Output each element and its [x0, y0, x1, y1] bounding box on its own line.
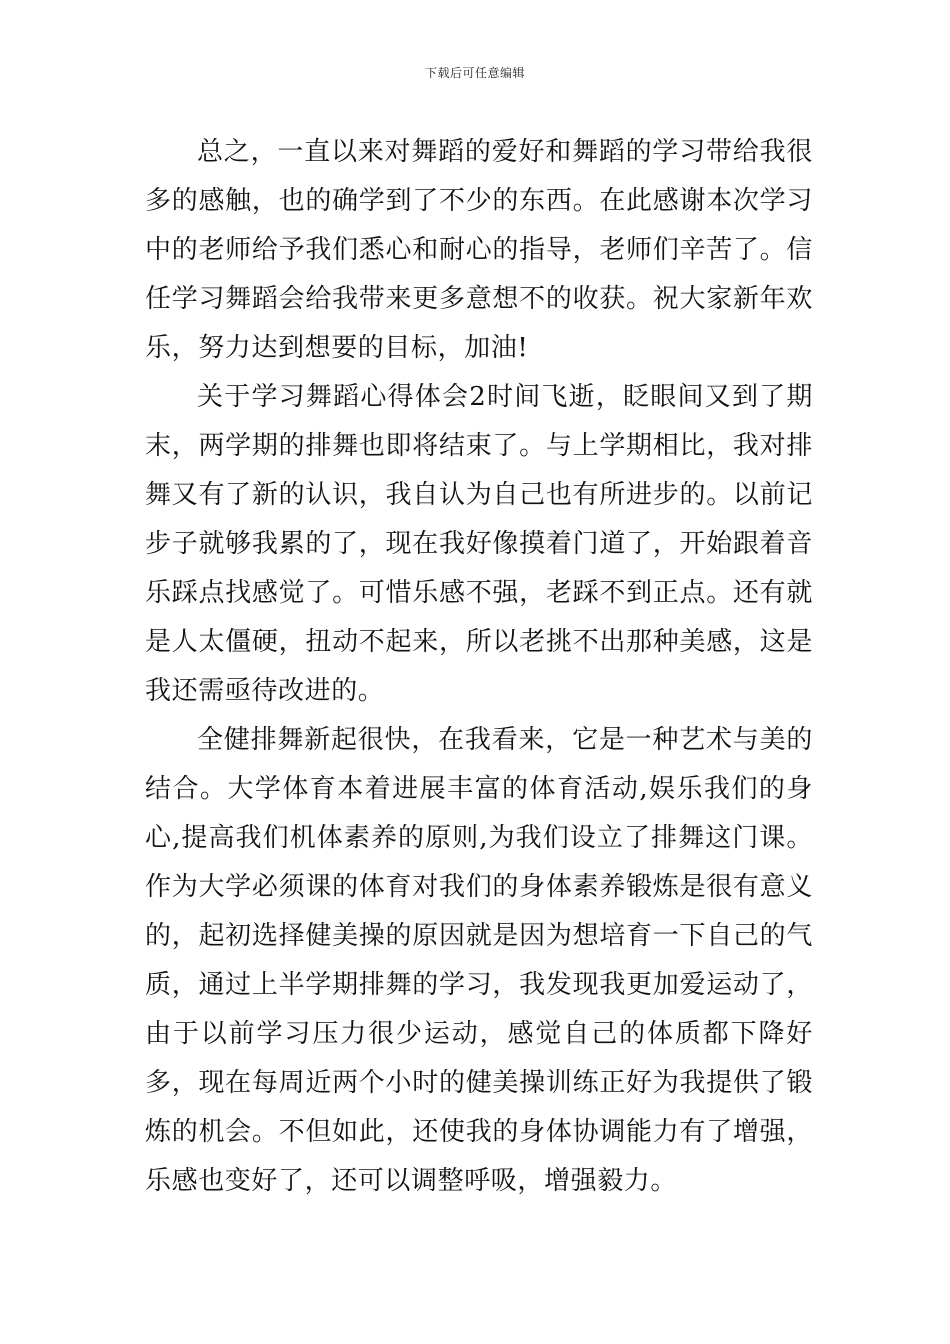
page-header: 下载后可任意编辑 — [424, 66, 525, 80]
document-body — [145, 128, 813, 1206]
paragraph-2: 关于学习舞蹈心得体会2时间飞逝，眨眼间又到了期末，两学期的排舞也即将结束了。与上学期相比，我对排舞又有了新的认识，我自认为自己也有所进步的。以前记步子就够我累的了，现在我好像摸着门道了，开始跟着音乐踩点找感觉了。可惜乐感不强，老踩不到正点。还有就是人太僵硬，扭动不起来，所以老挑不出那种美感，这是我还需亟待改进的。 — [145, 382, 813, 706]
paragraph-3: 全健排舞新起很快，在我看来，它是一种艺术与美的结合。大学体育本着进展丰富的体育活动,娱乐我们的身心,提高我们机体素养的原则,为我们设立了排舞这门课。作为大学必须课的体育对我们的身体素养锻炼是很有意义的，起初选择健美操的原因就是因为想培育一下自己的气质，通过上半学期排舞的学习，我发现我更加爱运动了，由于以前学习压力很少运动，感觉自己的体质都下降好多，现在每周近两个小时的健美操训练正好为我提供了锻炼的机会。不但如此，还使我的身体协调能力有了增强，乐感也变好了，还可以调整呼吸，增强毅力。 — [145, 725, 813, 1196]
paragraph-1: 总之，一直以来对舞蹈的爱好和舞蹈的学习带给我很多的感触，也的确学到了不少的东西。在此感谢本次学习中的老师给予我们悉心和耐心的指导，老师们辛苦了。信任学习舞蹈会给我带来更多意想不的收获。祝大家新年欢乐，努力达到想要的目标，加油! — [145, 137, 813, 363]
